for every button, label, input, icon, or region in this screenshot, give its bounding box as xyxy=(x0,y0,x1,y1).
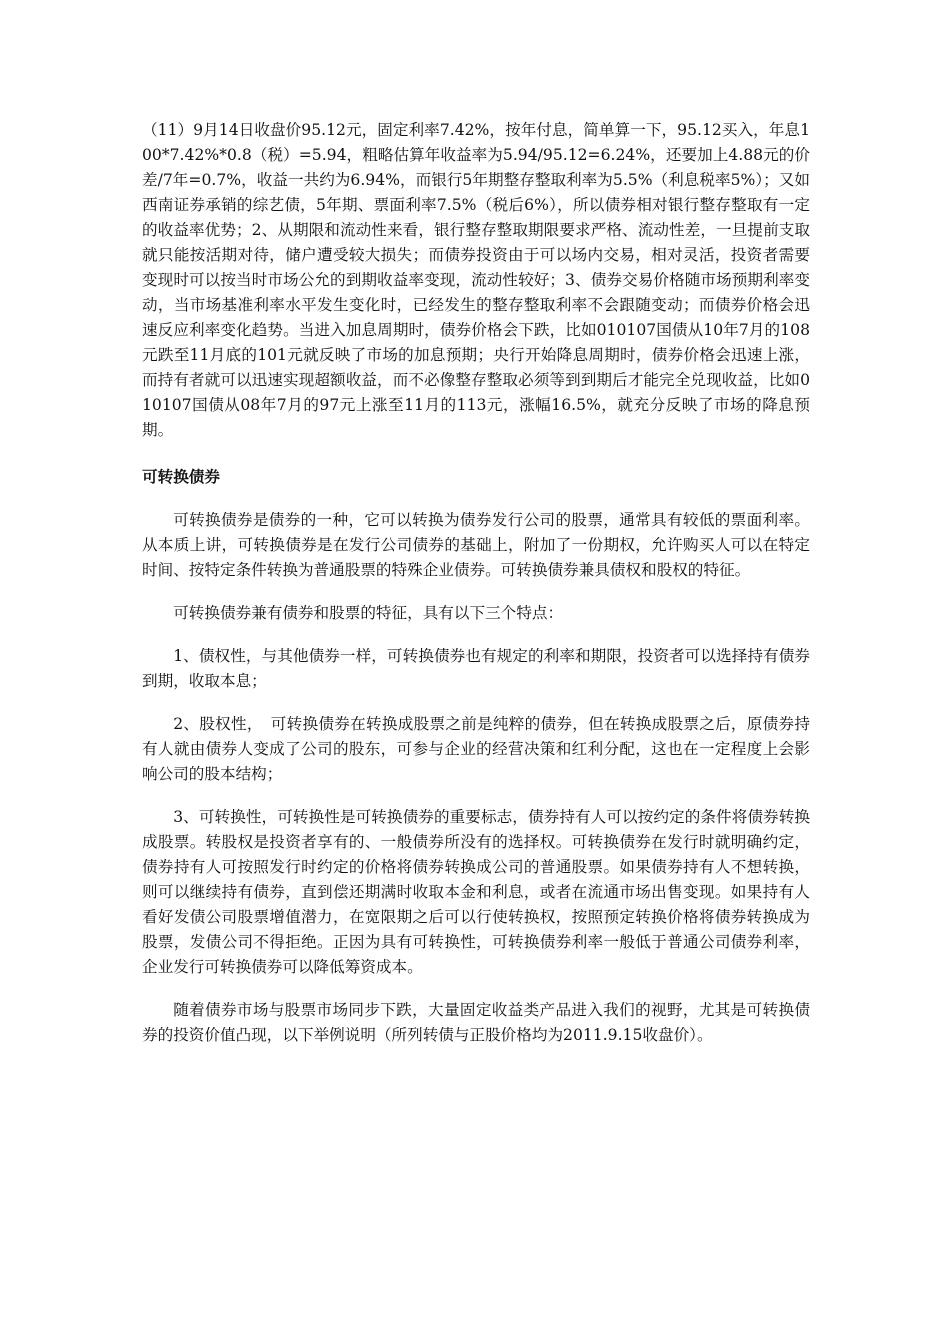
document-page xyxy=(142,118,810,1048)
paragraph-bond-yield-comparison: （11）9月14日收盘价95.12元，固定利率7.42%，按年付息，简单算一下，95.12买入，年息100*7.42%*0.8（税）=5.94，粗略估算年收益率为5.94/95.12=6.24%，还要加上4.88元的价差/7年=0.7%，收益一共约为6.94%，而银行5年期整存整取利率为5.5%（利息税率5%）；又如西南证券承销的综艺债，5年期、票面利率7.5%（税后6%），所以债券相对银行整存整取有一定的收益率优势；2、从期限和流动性来看，银行整存整取期限要求严格、流动性差，一旦提前支取就只能按活期对待，储户遭受较大损失；而债券投资由于可以场内交易，相对灵活，投资者需要变现时可以按当时市场公允的到期收益率变现，流动性较好；3、债券交易价格随市场预期利率变动，当市场基准利率水平发生变化时，已经发生的整存整取利率不会跟随变动；而债券价格会迅速反应利率变化趋势。当进入加息周期时，债券价格会下跌，比如010107国债从10年7月的108元跌至11月底的101元就反映了市场的加息预期；央行开始降息周期时，债券价格会迅速上涨，而持有者就可以迅速实现超额收益，而不必像整存整取必须等到到期后才能完全兑现收益，比如010107国债从08年7月的97元上涨至11月的113元，涨幅16.5%，就充分反映了市场的降息预期。 xyxy=(142,121,810,439)
paragraph-market-context: 随着债券市场与股票市场同步下跌，大量固定收益类产品进入我们的视野，尤其是可转换债券的投资价值凸现，以下举例说明（所列转债与正股价格均为2011.9.15收盘价）。 xyxy=(142,1001,810,1044)
paragraph-feature-convertibility: 3、可转换性，可转换性是可转换债券的重要标志，债券持有人可以按约定的条件将债券转换成股票。转股权是投资者享有的、一般债券所没有的选择权。可转换债券在发行时就明确约定，债券持有人可按照发行时约定的价格将债券转换成公司的普通股票。如果债券持有人不想转换，则可以继续持有债券，直到偿还期满时收取本金和利息，或者在流通市场出售变现。如果持有人看好发债公司股票增值潜力，在宽限期之后可以行使转换权，按照预定转换价格将债券转换成为股票，发债公司不得拒绝。正因为具有可转换性，可转换债券利率一般低于普通公司债券利率，企业发行可转换债券可以降低筹资成本。 xyxy=(142,808,810,976)
paragraph-feature-debt: 1、债权性，与其他债券一样，可转换债券也有规定的利率和期限，投资者可以选择持有债券到期，收取本息； xyxy=(142,647,810,690)
paragraph-convertible-definition: 可转换债券是债券的一种，它可以转换为债券发行公司的股票，通常具有较低的票面利率。从本质上讲，可转换债券是在发行公司债券的基础上，附加了一份期权，允许购买人可以在特定时间、按特定条件转换为普通股票的特殊企业债券。可转换债券兼具债权和股权的特征。 xyxy=(142,511,810,579)
section-heading-convertible-bonds: 可转换债券 xyxy=(142,468,220,486)
paragraph-feature-equity: 2、股权性， 可转换债券在转换成股票之前是纯粹的债券，但在转换成股票之后，原债券持有人就由债券人变成了公司的股东，可参与企业的经营决策和红利分配，这也在一定程度上会影响公司的股本结构； xyxy=(142,715,810,783)
paragraph-features-intro: 可转换债券兼有债券和股票的特征，具有以下三个特点： xyxy=(173,604,564,622)
